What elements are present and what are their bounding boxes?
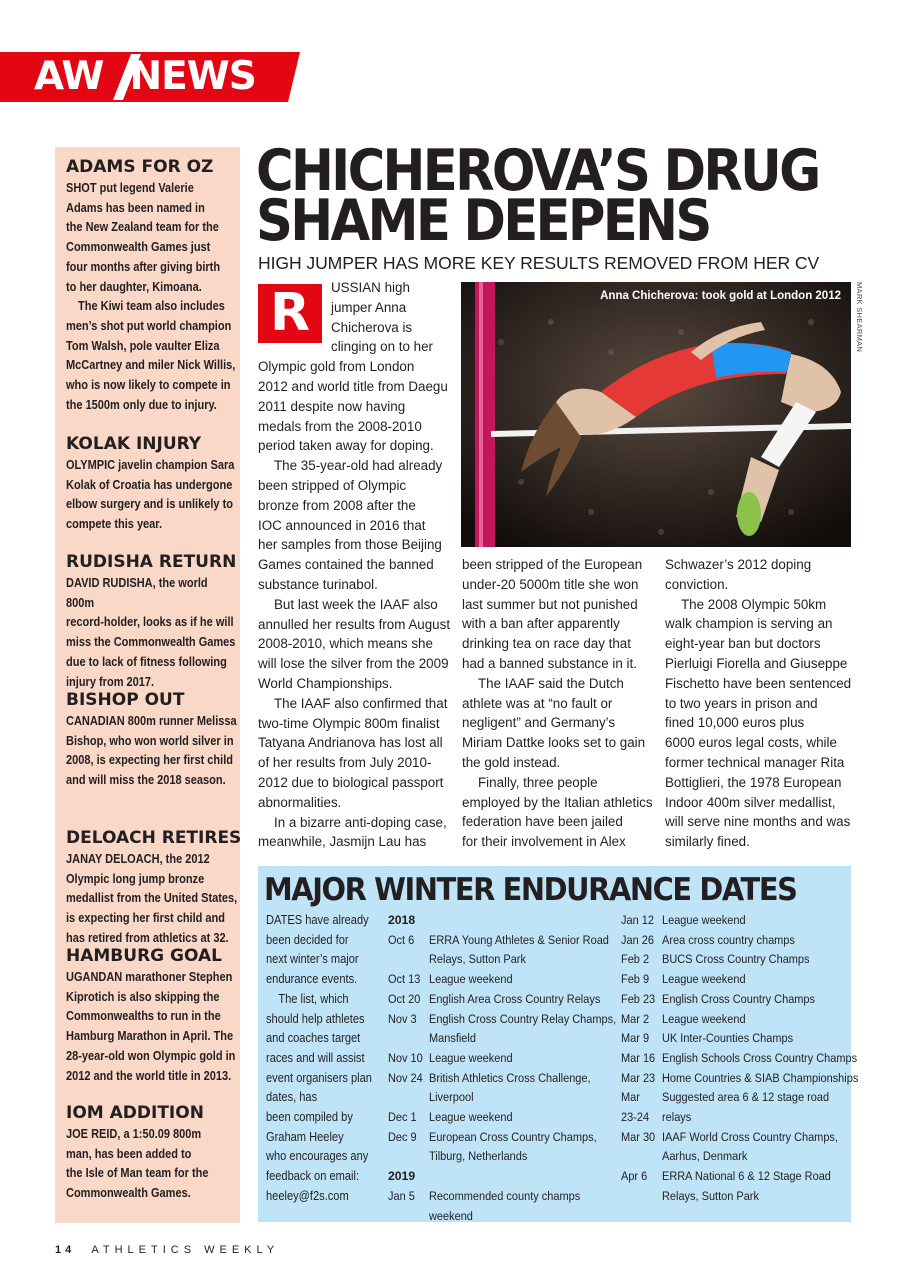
article-line: The IAAF said the Dutch bbox=[478, 675, 624, 691]
intro-line: next winter’s major bbox=[266, 952, 359, 967]
article-line: for their involvement in Alex bbox=[462, 834, 626, 850]
schedule-date: Nov 3 bbox=[388, 1011, 417, 1026]
schedule-row bbox=[388, 1108, 618, 1128]
schedule-row bbox=[388, 1049, 618, 1069]
article-line: last summer but not punished bbox=[462, 596, 638, 612]
brief-text-line: UGANDAN marathoner Stephen bbox=[66, 969, 233, 984]
article-line: period taken away for doping. bbox=[258, 438, 434, 454]
article-line: But last week the IAAF also bbox=[274, 596, 438, 612]
brief-text-line: 28-year-old won Olympic gold in bbox=[66, 1047, 236, 1063]
schedule-date: Mar 9 bbox=[621, 1031, 650, 1046]
schedule-row bbox=[388, 970, 618, 990]
schedule-event: Area cross country champs bbox=[662, 932, 795, 947]
schedule-event: League weekend bbox=[662, 913, 746, 927]
schedule-row bbox=[621, 931, 849, 951]
schedule-event: Suggested area 6 & 12 stage road relays bbox=[662, 1090, 830, 1125]
schedule-date: Oct 6 bbox=[388, 932, 415, 947]
schedule-event: Recommended county champs weekend bbox=[429, 1188, 581, 1223]
brief-text-line: the New Zealand team for the bbox=[66, 219, 219, 235]
schedule-row bbox=[621, 990, 849, 1010]
article-line: two-time Olympic 800m finalist bbox=[258, 715, 440, 731]
article-line: IOC announced in 2016 that bbox=[258, 517, 426, 533]
brief-text-line: JANAY DELOACH, the 2012 bbox=[66, 851, 210, 866]
schedule-date: Mar 30 bbox=[621, 1129, 656, 1144]
brief-text-line: medallist from the United States, bbox=[66, 890, 238, 906]
brief-text-line: compete this year. bbox=[66, 516, 163, 532]
brief-text-line: has retired from athletics at 32. bbox=[66, 929, 229, 945]
article-line: been stripped of the European bbox=[462, 557, 643, 572]
intro-line: who encourages any bbox=[266, 1149, 369, 1164]
schedule-date: Feb 2 bbox=[621, 952, 650, 967]
schedule-event: League weekend bbox=[429, 972, 513, 987]
schedule-row bbox=[621, 1167, 849, 1206]
schedule-date: Mar 23-24 bbox=[621, 1090, 650, 1125]
article-line: walk champion is serving an bbox=[665, 616, 833, 632]
schedule-event: League weekend bbox=[662, 972, 746, 987]
brief-text-line: elbow surgery and is unlikely to bbox=[66, 496, 233, 512]
brief-text-line: Adams has been named in bbox=[66, 199, 205, 215]
article-line: will serve nine months and was bbox=[665, 814, 851, 830]
high-jump-photo bbox=[461, 282, 851, 547]
schedule-date: Dec 1 bbox=[388, 1110, 417, 1125]
article-line: her samples from those Beijing bbox=[258, 537, 442, 553]
intro-line: should help athletes bbox=[266, 1011, 365, 1026]
article-photo bbox=[461, 282, 851, 547]
schedule-date: Mar 16 bbox=[621, 1050, 656, 1065]
dates-intro bbox=[266, 911, 381, 1207]
article-line: USSIAN high bbox=[331, 280, 410, 295]
article-line: drinking tea on race day that bbox=[462, 636, 631, 652]
article-line: meanwhile, Jasmijn Lau has bbox=[258, 834, 427, 850]
article-line: of her results from July 2010- bbox=[258, 755, 432, 771]
schedule-date: Jan 5 bbox=[388, 1188, 415, 1203]
brief-text-line: Hamburg Marathon in April. The bbox=[66, 1028, 234, 1044]
brief-text-line: CANADIAN 800m runner Melissa bbox=[66, 713, 237, 728]
article-line: Schwazer’s 2012 doping bbox=[665, 557, 812, 572]
schedule-event: British Athletics Cross Challenge, Liverpool bbox=[429, 1070, 591, 1105]
brief-item bbox=[66, 551, 238, 691]
article-line: similarly fined. bbox=[665, 834, 750, 850]
brief-item bbox=[66, 156, 238, 414]
article-line: Fischetto have been sentenced bbox=[665, 675, 852, 691]
schedule-year: 2018 bbox=[388, 913, 416, 927]
intro-line: DATES have already bbox=[266, 913, 369, 927]
article-line: bronze from 2008 after the bbox=[258, 497, 416, 513]
brief-item bbox=[66, 827, 242, 948]
article-line: under-20 5000m title she won bbox=[462, 576, 639, 592]
article-line: abnormalities. bbox=[258, 794, 342, 810]
article-line: annulled her results from August bbox=[258, 616, 451, 632]
schedule-row bbox=[388, 931, 618, 970]
brief-item bbox=[66, 433, 238, 534]
brief-text-line: to her daughter, Kimoana. bbox=[66, 278, 202, 294]
article-line: fined 10,000 euros plus bbox=[665, 715, 805, 731]
schedule-row bbox=[621, 1128, 849, 1167]
brief-text-line: who is now likely to compete in bbox=[66, 377, 231, 393]
brief-title: BISHOP OUT bbox=[66, 690, 185, 710]
brief-text-line: Kiprotich is also skipping the bbox=[66, 988, 220, 1004]
schedule-event: UK Inter-Counties Champs bbox=[662, 1031, 794, 1046]
article-line: the gold instead. bbox=[462, 754, 561, 770]
schedule-year: 2019 bbox=[388, 1169, 416, 1184]
intro-line: heeley@f2s.com bbox=[266, 1188, 349, 1203]
schedule-date: Nov 10 bbox=[388, 1050, 423, 1065]
schedule-row bbox=[388, 1187, 618, 1226]
photo-caption: Anna Chicherova: took gold at London 2012 bbox=[600, 290, 841, 302]
article-line: Pierluigi Fiorella and Giuseppe bbox=[665, 655, 848, 671]
brief-text-line: miss the Commonwealth Games bbox=[66, 634, 236, 650]
schedule-date: Mar 23 bbox=[621, 1070, 656, 1085]
brief-item bbox=[66, 1102, 238, 1203]
brief-text-line: Bishop, who won world silver in bbox=[66, 732, 234, 748]
schedule-row bbox=[388, 990, 618, 1010]
schedule-event: English Cross Country Relay Champs, Mansfield bbox=[429, 1011, 617, 1046]
schedule-date: Apr 6 bbox=[621, 1169, 648, 1184]
article-line: medals from the 2008-2010 bbox=[258, 418, 422, 434]
schedule-event: League weekend bbox=[429, 1050, 513, 1065]
schedule-row bbox=[388, 1069, 618, 1108]
schedule-event: European Cross Country Champs, Tilburg, Netherlands bbox=[429, 1129, 597, 1164]
schedule-event: Home Countries & SIAB Championships bbox=[662, 1070, 859, 1085]
brief-text-line: DAVID RUDISHA, the world 800m bbox=[66, 575, 208, 610]
article-line: World Championships. bbox=[258, 675, 393, 691]
intro-line: Graham Heeley bbox=[266, 1129, 344, 1144]
article-column-3 bbox=[665, 555, 851, 852]
schedule-event: English Cross Country Champs bbox=[662, 991, 816, 1006]
article-line: been stripped of Olympic bbox=[258, 477, 407, 493]
article-line: eight-year ban but doctors bbox=[665, 636, 821, 652]
schedule-event: ERRA National 6 & 12 Stage Road Relays, Sutton Park bbox=[662, 1169, 831, 1203]
intro-line: The list, which bbox=[278, 991, 349, 1006]
schedule-event: IAAF World Cross Country Champs, Aarhus, Denmark bbox=[662, 1129, 838, 1164]
article-line: Indoor 400m silver medallist, bbox=[665, 794, 836, 810]
intro-line: been compiled by bbox=[266, 1110, 353, 1125]
schedule-event: English Schools Cross Country Champs bbox=[662, 1050, 858, 1065]
drop-cap: R bbox=[258, 284, 322, 343]
article-line: 2012 due to biological passport bbox=[258, 774, 444, 790]
schedule-row bbox=[621, 1049, 858, 1069]
article-line: substance turinabol. bbox=[258, 576, 378, 592]
schedule-date: Dec 9 bbox=[388, 1129, 417, 1144]
article-line: Bottiglieri, the 1978 European bbox=[665, 774, 842, 790]
article-line: In a bizarre anti-doping case, bbox=[274, 814, 447, 830]
article-line: athlete was at “no fault or bbox=[462, 695, 613, 711]
brief-text-line: JOE REID, a 1:50.09 800m bbox=[66, 1126, 202, 1141]
dates-title: MAJOR WINTER ENDURANCE DATES bbox=[264, 872, 797, 908]
article-line: Miriam Dattke looks set to gain bbox=[462, 735, 646, 751]
standfirst: HIGH JUMPER HAS MORE KEY RESULTS REMOVED FROM HER CV bbox=[258, 253, 820, 273]
brief-text-line: record-holder, looks as if he will bbox=[66, 614, 234, 630]
schedule-right bbox=[621, 911, 859, 1207]
schedule-event: ERRA Young Athletes & Senior Road Relays, Sutton Park bbox=[429, 932, 609, 967]
schedule-event: League weekend bbox=[429, 1110, 513, 1125]
schedule-date: Jan 26 bbox=[621, 932, 654, 947]
schedule-row bbox=[621, 911, 849, 931]
schedule-date: Feb 9 bbox=[621, 972, 650, 987]
schedule-date: Mar 2 bbox=[621, 1011, 650, 1026]
brief-text-line: 2008, is expecting her first child bbox=[66, 752, 233, 768]
page-number: 14 bbox=[55, 1244, 76, 1256]
article-column-2 bbox=[462, 555, 653, 852]
schedule-row bbox=[621, 970, 849, 990]
article-line: Chicherova is bbox=[331, 319, 413, 335]
schedule-row bbox=[621, 1010, 849, 1030]
brief-text-line: injury from 2017. bbox=[66, 673, 155, 689]
news-briefs-sidebar bbox=[55, 147, 240, 1223]
schedule-event: BUCS Cross Country Champs bbox=[662, 952, 810, 967]
brief-title: HAMBURG GOAL bbox=[66, 946, 222, 966]
article-line: former technical manager Rita bbox=[665, 754, 845, 770]
article-line: had a banned substance in it. bbox=[462, 655, 637, 671]
schedule-row bbox=[388, 1010, 618, 1049]
article-line: negligent” and Germany’s bbox=[462, 715, 616, 731]
schedule-row bbox=[621, 950, 849, 970]
endurance-dates-panel bbox=[258, 866, 859, 1223]
article-line: 2008-2010, which means she bbox=[258, 636, 433, 652]
intro-line: endurance events. bbox=[266, 972, 358, 987]
brief-text-line: McCartney and miler Nick Willis, bbox=[66, 357, 236, 373]
article-line: 6000 euros legal costs, while bbox=[665, 735, 837, 751]
schedule-row bbox=[388, 1128, 618, 1167]
brief-text-line: The Kiwi team also includes bbox=[78, 298, 225, 314]
schedule-date: Oct 20 bbox=[388, 991, 421, 1006]
brief-title: ADAMS FOR OZ bbox=[66, 157, 214, 177]
article-line: Games contained the banned bbox=[258, 557, 434, 573]
article-line: Finally, three people bbox=[478, 774, 598, 790]
intro-line: been decided for bbox=[266, 932, 349, 947]
brief-text-line: men’s shot put world champion bbox=[66, 317, 232, 333]
masthead-section: NEWS bbox=[129, 54, 256, 99]
article-line: The 35-year-old had already bbox=[274, 458, 443, 474]
photo-credit: MARK SHEARMAN bbox=[855, 282, 864, 353]
brief-text-line: Commonwealth Games just bbox=[66, 239, 211, 255]
publication-name: ATHLETICS WEEKLY bbox=[91, 1244, 280, 1256]
article-line: clinging on to her bbox=[331, 339, 433, 355]
schedule-left bbox=[388, 911, 618, 1226]
brief-text-line: Tom Walsh, pole vaulter Eliza bbox=[66, 337, 220, 353]
brief-text-line: is expecting her first child and bbox=[66, 910, 226, 926]
intro-line: feedback on email: bbox=[266, 1169, 360, 1184]
brief-title: RUDISHA RETURN bbox=[66, 552, 237, 572]
article-line: Olympic gold from London bbox=[258, 359, 415, 375]
brief-text-line: Commonwealths to run in the bbox=[66, 1008, 221, 1024]
brief-title: DELOACH RETIRES bbox=[66, 828, 242, 848]
article-column-1 bbox=[258, 278, 450, 852]
brief-item bbox=[66, 689, 238, 790]
brief-text-line: man, has been added to bbox=[66, 1145, 192, 1161]
brief-text-line: due to lack of fitness following bbox=[66, 653, 227, 669]
intro-line: dates, has bbox=[266, 1090, 318, 1105]
schedule-event: English Area Cross Country Relays bbox=[429, 991, 601, 1006]
brief-text-line: Kolak of Croatia has undergone bbox=[66, 476, 233, 492]
brief-text-line: 2012 and the world title in 2013. bbox=[66, 1067, 232, 1083]
brief-text-line: Olympic long jump bronze bbox=[66, 870, 205, 886]
brief-text-line: Commonwealth Games. bbox=[66, 1185, 191, 1201]
article-line: will lose the silver from the 2009 bbox=[258, 656, 449, 672]
intro-line: and coaches target bbox=[266, 1031, 361, 1046]
brief-title: KOLAK INJURY bbox=[66, 434, 202, 454]
brief-text-line: four months after giving birth bbox=[66, 258, 221, 274]
schedule-date: Feb 23 bbox=[621, 991, 656, 1006]
article-line: jumper Anna bbox=[331, 299, 407, 315]
masthead bbox=[0, 52, 300, 102]
article-line: to two years in prison and bbox=[665, 695, 818, 711]
brief-text-line: and will miss the 2018 season. bbox=[66, 772, 226, 788]
article-line: conviction. bbox=[665, 576, 729, 592]
intro-line: races and will assist bbox=[266, 1050, 365, 1065]
folio bbox=[55, 1244, 279, 1256]
brief-text-line: the Isle of Man team for the bbox=[66, 1165, 209, 1181]
article-line: federation have been jailed bbox=[462, 814, 623, 830]
article-line: The IAAF also confirmed that bbox=[274, 695, 448, 711]
article-line: 2011 despite now having bbox=[258, 398, 406, 414]
schedule-event: League weekend bbox=[662, 1011, 746, 1026]
article-line: Tatyana Andrianova has lost all bbox=[258, 735, 443, 751]
brief-item bbox=[66, 945, 238, 1085]
brief-title: IOM ADDITION bbox=[66, 1103, 204, 1123]
masthead-brand: AW bbox=[34, 54, 104, 99]
schedule-date: Nov 24 bbox=[388, 1070, 423, 1085]
intro-line: event organisers plan bbox=[266, 1070, 372, 1085]
article-line: 2012 and world title from Daegu bbox=[258, 378, 448, 394]
schedule-row bbox=[621, 1029, 849, 1049]
article-line: employed by the Italian athletics bbox=[462, 794, 653, 810]
brief-text-line: the 1500m only due to injury. bbox=[66, 396, 217, 412]
brief-text-line: OLYMPIC javelin champion Sara bbox=[66, 457, 235, 472]
schedule-row bbox=[621, 1069, 859, 1089]
brief-text-line: SHOT put legend Valerie bbox=[66, 180, 194, 195]
article-line: with a ban after apparently bbox=[462, 616, 620, 632]
schedule-date: Jan 12 bbox=[621, 913, 654, 927]
schedule-date: Oct 13 bbox=[388, 972, 421, 987]
headline: CHICHEROVA’S DRUG SHAME DEEPENS bbox=[256, 138, 819, 254]
schedule-row bbox=[621, 1088, 849, 1127]
article-line: The 2008 Olympic 50km bbox=[681, 596, 827, 612]
